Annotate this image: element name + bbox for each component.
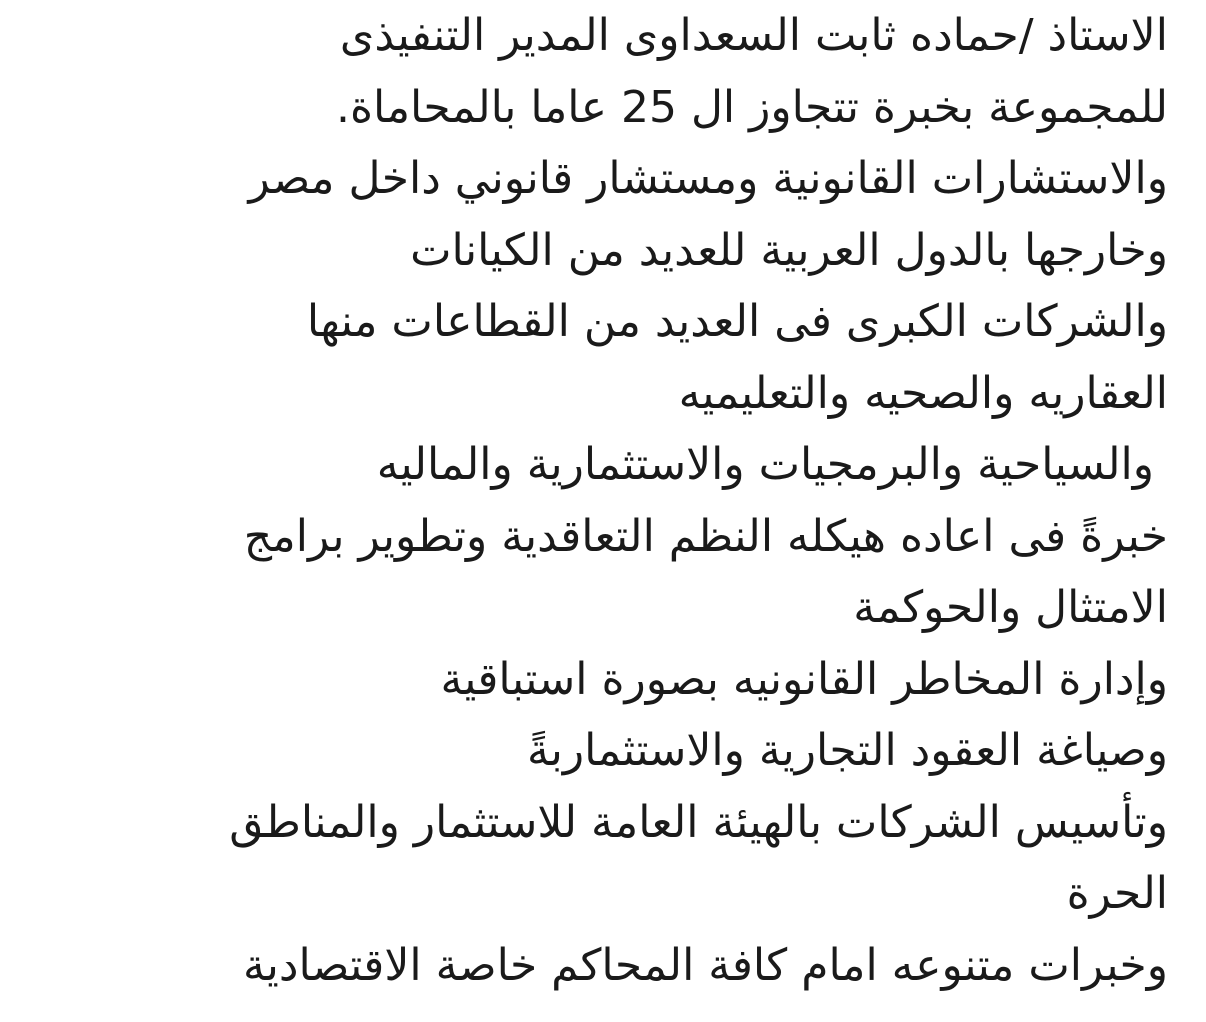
text-line-12: وتأسيس الشركات بالهيئة العامة للاستثمار والمناطق [229,796,1168,848]
text-line-1: الاستاذ /حماده ثابت السعداوى المدير التنفيذى [339,10,1168,61]
text-line-9: الامتثال والحوكمة [853,582,1168,633]
text-line-13: الحرة [1066,868,1168,919]
text-line-5: والشركات الكبرى فى العديد من القطاعات منها [306,296,1168,347]
text-line-3: والاستشارات القانونية ومستشار قانوني داخل مصر [248,153,1168,204]
text-line-7: والسياحية والبرمجيات والاستثمارية والماليه [376,439,1168,490]
text-line-14: وخبرات متنوعه امام كافة المحاكم خاصة الاقتصادية [243,939,1168,991]
document-body [18,0,1168,1001]
text-line-2: للمجموعة بخبرة تتجاوز ال 25 عاما بالمحاماة. [336,81,1168,133]
text-line-10: وإدارة المخاطر القانونيه بصورة استباقية [440,653,1168,705]
text-line-6: العقاريه والصحيه والتعليميه [678,367,1168,419]
text-line-8: خبرةً فى اعاده هيكله النظم التعاقدية وتطوير برامج [243,510,1168,562]
text-line-4: وخارجها بالدول العربية للعديد من الكيانات [410,224,1168,276]
text-line-11: وصياغة العقود التجارية والاستثماربةً [526,725,1168,776]
